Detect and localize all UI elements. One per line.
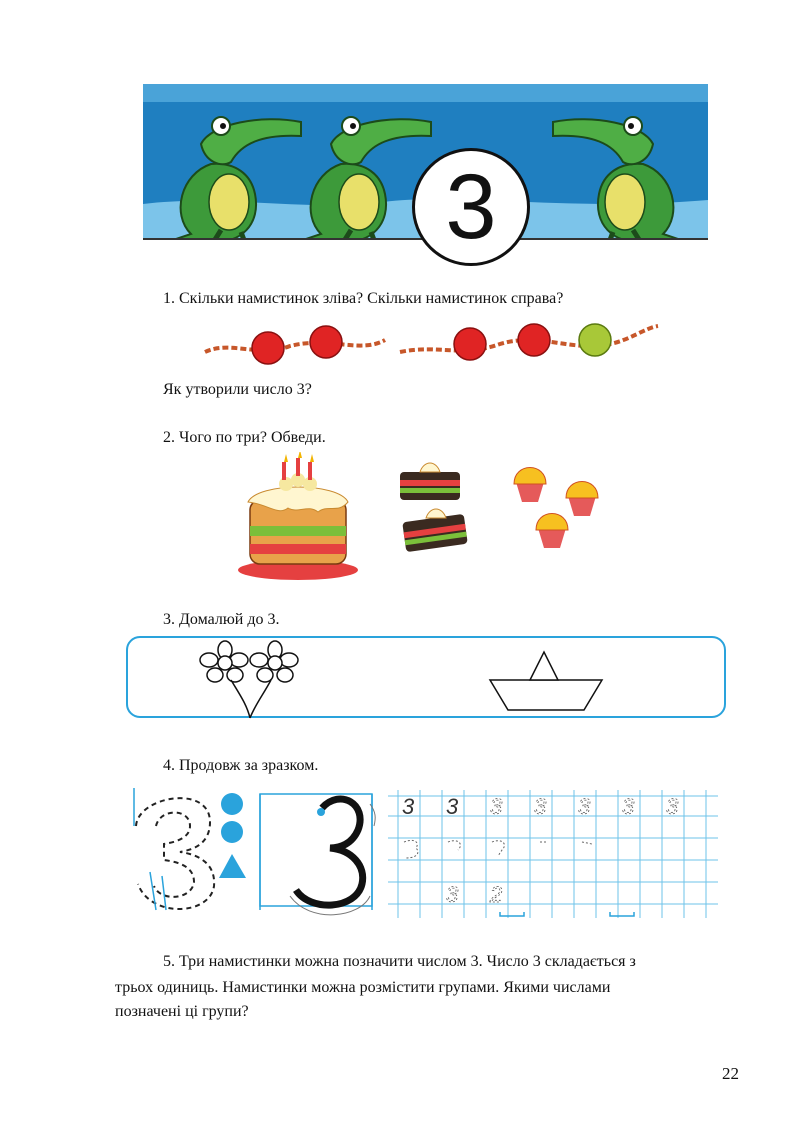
blue-circle-icon — [221, 793, 243, 815]
grid-digit-dotted: 3 — [622, 794, 635, 819]
blue-triangle-icon — [219, 854, 246, 878]
number-circle — [412, 148, 530, 266]
bead-right-1 — [454, 328, 486, 360]
grid-digit-dotted: 3 — [490, 794, 503, 819]
dashed-three-icon — [136, 798, 214, 909]
blue-circle-icon — [221, 821, 243, 843]
grid-digit-dotted: 3 — [666, 794, 679, 819]
bead-left-2 — [310, 326, 342, 358]
pastry-icon-1 — [400, 463, 460, 500]
cupcake-icon-1 — [514, 468, 546, 503]
flowers-icon — [195, 640, 310, 720]
task-1-text: 1. Скільки намистинок зліва? Скільки намистинок справа? — [163, 290, 564, 307]
question-1b: Як утворили число 3? — [163, 381, 312, 398]
bead-right-2 — [518, 324, 550, 356]
bead-strings-illustration — [200, 318, 660, 368]
sweets-illustration — [238, 452, 623, 582]
cake-icon — [238, 452, 358, 580]
bead-right-3 — [579, 324, 611, 356]
pastry-icon-2 — [402, 509, 468, 552]
handwriting-exercise — [130, 786, 718, 918]
task-3-text: 3. Домалюй до 3. — [163, 611, 280, 628]
grid-digit-dotted: 3 — [534, 794, 547, 819]
header-number: 3 — [445, 156, 497, 258]
task-2-text: 2. Чого по три? Обведи. — [163, 429, 326, 446]
grid-digit-dotted: 2 — [490, 882, 503, 907]
sample-three-icon — [290, 799, 375, 915]
task-4-text: 4. Продовж за зразком. — [163, 757, 319, 774]
paper-boat-icon — [488, 650, 604, 712]
task-5-line-3: позначені ці групи? — [115, 1003, 249, 1020]
bead-left-1 — [252, 332, 284, 364]
grid-digit: 3 — [446, 794, 459, 819]
cupcake-icon-2 — [566, 482, 598, 517]
grid-digit-dotted: 3 — [578, 794, 591, 819]
cupcake-icon-3 — [536, 514, 568, 549]
page-number: 22 — [722, 1064, 739, 1083]
task-5-line-1: 5. Три намистинки можна позначити числом 3. Число 3 складається з — [163, 953, 636, 970]
task-5-line-2: трьох одиниць. Намистинки можна розмістити групами. Якими числами — [115, 979, 611, 996]
grid-digit: 3 — [402, 794, 415, 819]
grid-digit-dotted: 3 — [446, 882, 459, 907]
